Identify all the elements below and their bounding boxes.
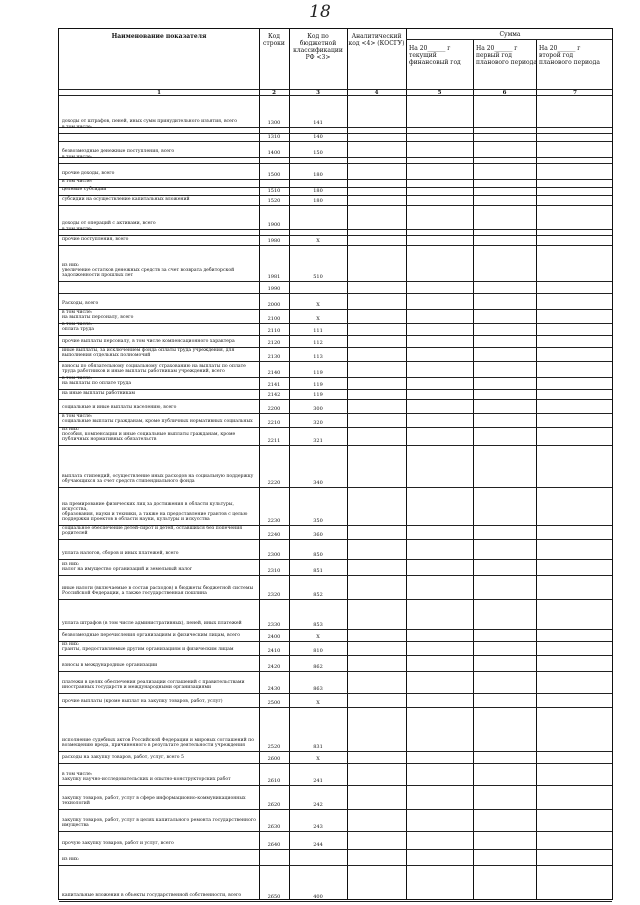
row-code: 2240: [267, 532, 281, 538]
row-line: [59, 831, 612, 832]
row-line: [59, 445, 612, 446]
row-budget-code: 112: [313, 340, 323, 346]
row-label: исполнение судебных актов Российской Федерации и мировых соглашений по возмещению вреда, причиненного в результате деятельности учреждения: [62, 738, 254, 748]
financial-table: [58, 28, 613, 900]
row-code: 2200: [267, 406, 281, 412]
colnum-4: 4: [374, 90, 379, 96]
row-budget-code: 111: [313, 328, 323, 334]
row-label: из них: налог на имущество организаций и земельный налог: [62, 562, 193, 572]
row-code: 2230: [267, 518, 281, 524]
header-budget-code: Код по бюджетной классификации РФ <3>: [293, 33, 343, 61]
row-budget-code: 119: [313, 370, 323, 376]
row-budget-code: 180: [313, 172, 323, 178]
row-label: в том числе: закупку научно-исследовательских и опытно-конструкторских работ: [62, 772, 231, 782]
row-code: 2130: [267, 354, 281, 360]
row-code: 2310: [267, 568, 281, 574]
row-code: 1500: [267, 172, 281, 178]
row-label: взносы в международные организации: [62, 663, 158, 668]
row-budget-code: 853: [313, 622, 323, 628]
row-label: платежи в целях обеспечения реализации соглашений с правительствами иностранных государств и международными организациями: [62, 680, 245, 690]
row-label: закупку товаров, работ, услуг в целях капитального ремонта государственного имущества: [62, 818, 256, 828]
row-label: доходы от операций с активами, всего: [62, 221, 156, 226]
row-budget-code: 241: [313, 778, 323, 784]
row-budget-code: 851: [313, 568, 323, 574]
row-label: доходы от штрафов, пеней, иных сумм принудительного изъятия, всего: [62, 119, 237, 124]
row-label: прочие выплаты (кроме выплат на закупку товаров, работ, услуг): [62, 699, 223, 704]
row-label: социальное обеспечение детей-сирот и детей, оставшихся без попечения родителей: [62, 526, 243, 536]
row-budget-code: X: [316, 238, 320, 244]
row-label: в том числе: на выплаты персоналу, всего: [62, 310, 134, 320]
row-code: 1900: [267, 222, 281, 228]
row-code: 1980: [267, 238, 281, 244]
header-sum: Сумма: [499, 31, 521, 38]
row-code: 2210: [267, 420, 281, 426]
row-label: прочую закупку товаров, работ и услуг, всего: [62, 841, 174, 846]
row-line: [59, 281, 612, 282]
row-label: безвозмездные перечисления организациям и физическим лицам, всего: [62, 633, 241, 638]
row-code: 1400: [267, 150, 281, 156]
row-code: 2300: [267, 552, 281, 558]
header-analytic-code: Аналитический код <4> (КОСГУ): [348, 33, 405, 47]
row-code: 1981: [267, 274, 281, 280]
row-budget-code: 321: [313, 438, 323, 444]
row-budget-code: 300: [313, 406, 323, 412]
row-line: [59, 205, 612, 206]
row-budget-code: 350: [313, 518, 323, 524]
row-line: [59, 539, 612, 540]
row-budget-code: 862: [313, 664, 323, 670]
header-year-second: На 20______ г второй год планового периода: [539, 45, 600, 66]
row-label: из них: увеличение остатков денежных средств за счет возврата дебиторской задолженности прошлых лет: [62, 263, 235, 278]
row-budget-code: 320: [313, 420, 323, 426]
row-label: в том числе:: [62, 227, 93, 232]
row-code: 1520: [267, 198, 281, 204]
row-budget-code: X: [316, 756, 320, 762]
row-budget-code: X: [316, 700, 320, 706]
row-label: уплата штрафов (в том числе административных), пеней, иных платежей: [62, 621, 242, 626]
row-code: 2520: [267, 744, 281, 750]
row-budget-code: X: [316, 634, 320, 640]
row-code: 1300: [267, 120, 281, 126]
row-line: [59, 335, 612, 336]
row-label: расходы на закупку товаров, работ, услуг, всего 5: [62, 755, 184, 760]
row-line: [59, 629, 612, 630]
header-year-first: На 20______ г первый год планового периода: [476, 45, 537, 66]
row-budget-code: 180: [313, 188, 323, 194]
row-label: в том числе:: [62, 155, 93, 160]
row-line: [59, 195, 612, 196]
row-budget-code: 243: [313, 824, 323, 830]
row-code: 2500: [267, 700, 281, 706]
row-line: [59, 763, 612, 764]
row-line: [59, 751, 612, 752]
row-budget-code: X: [316, 302, 320, 308]
row-line: [59, 235, 612, 236]
colnum-6: 6: [502, 90, 507, 96]
row-line: [59, 487, 612, 488]
row-label: в том числе:: [62, 125, 93, 130]
colnum-5: 5: [437, 90, 442, 96]
row-label: безвозмездные денежные поступления, всего: [62, 149, 175, 154]
row-label: на иные выплаты работникам: [62, 391, 135, 396]
row-label: прочие выплаты персоналу, в том числе компенсационного характера: [62, 339, 235, 344]
row-code: 2420: [267, 664, 281, 670]
row-label: взносы по обязательному социальному страхованию на выплаты по оплате труда работников и иные выплаты работникам учреждений, всего: [62, 364, 246, 374]
row-label: Расходы, всего: [62, 301, 99, 306]
row-code: 2220: [267, 480, 281, 486]
row-code: 2610: [267, 778, 281, 784]
row-line: [59, 671, 612, 672]
colnum-3: 3: [316, 90, 320, 96]
row-budget-code: 400: [313, 894, 323, 900]
row-line: [59, 399, 612, 400]
row-code: 2100: [267, 316, 281, 322]
row-line: [59, 901, 612, 902]
row-line: [59, 693, 612, 694]
row-label: капитальные вложения в объекты государственной собственности, всего: [62, 893, 242, 898]
row-line: [59, 865, 612, 866]
header-year-current: На 20______ г текущий финансовый год: [409, 45, 461, 66]
row-budget-code: 863: [313, 686, 323, 692]
header-sum-line: [406, 39, 612, 40]
row-budget-code: 119: [313, 392, 323, 398]
row-label: в том числе: оплата труда: [62, 322, 94, 332]
row-code: 2142: [267, 392, 281, 398]
row-budget-code: 831: [313, 744, 323, 750]
row-label: на премирование физических лиц за достижения в области культуры, искусства, образования, науки и техники, а также на предоставление грантов с целью поддержки проектов в области науки, культуры и искусства: [62, 502, 248, 522]
row-line: [59, 163, 612, 164]
row-line: [59, 141, 612, 142]
row-code: 1510: [267, 188, 281, 194]
row-line: [59, 361, 612, 362]
row-budget-code: 340: [313, 480, 323, 486]
row-budget-code: 850: [313, 552, 323, 558]
row-code: 2630: [267, 824, 281, 830]
row-label: прочие поступления, всего: [62, 237, 129, 242]
row-line: [59, 785, 612, 786]
row-code: 2120: [267, 340, 281, 346]
row-code: 2211: [267, 438, 281, 444]
row-line: [59, 389, 612, 390]
col-divider: [473, 39, 474, 899]
row-code: 1990: [267, 286, 281, 292]
col-divider: [406, 29, 407, 899]
row-line: [59, 809, 612, 810]
row-label: из них: пособия, компенсации и иные социальные выплаты гражданам, кроме публичных нормативных обязательств: [62, 427, 236, 442]
row-budget-code: 360: [313, 532, 323, 538]
row-label: выплата стипендий, осуществление иных расходов на социальную поддержку обучающихся за счет средств стипендиального фонда: [62, 474, 254, 484]
row-budget-code: 141: [313, 120, 323, 126]
row-line: [59, 575, 612, 576]
row-code: 2640: [267, 842, 281, 848]
row-line: [59, 559, 612, 560]
row-budget-code: 242: [313, 802, 323, 808]
row-budget-code: 140: [313, 134, 323, 140]
colnum-7: 7: [573, 90, 577, 96]
row-code: 2430: [267, 686, 281, 692]
col-divider: [347, 29, 348, 899]
row-code: 1310: [267, 134, 281, 140]
row-budget-code: 119: [313, 382, 323, 388]
row-label: в том числе: социальные выплаты гражданам, кроме публичных нормативных социальных: [62, 414, 253, 424]
row-label: закупку товаров, работ, услуг в сфере информационно-коммуникационных технологий: [62, 796, 246, 806]
row-budget-code: 852: [313, 592, 323, 598]
row-label: иные налоги (включаемые в состав расходов) в бюджеты бюджетной системы Российской Федерации, а также государственная пошлина: [62, 586, 254, 596]
row-label: целевые субсидии: [62, 187, 107, 192]
row-budget-code: 244: [313, 842, 323, 848]
row-label: в том числе: на выплаты по оплате труда: [62, 376, 132, 386]
row-code: 2620: [267, 802, 281, 808]
row-line: [59, 599, 612, 600]
row-label: уплата налогов, сборов и иных платежей, всего: [62, 551, 179, 556]
row-label: из них: гранты, предоставляемые другим организациям и физическим лицам: [62, 642, 234, 652]
header-code: Код строки: [263, 33, 285, 47]
row-label: субсидии на осуществление капитальных вложений: [62, 197, 190, 202]
col-divider: [536, 39, 537, 899]
row-code: 2600: [267, 756, 281, 762]
row-code: 2410: [267, 648, 281, 654]
row-label: прочие доходы, всего: [62, 171, 115, 176]
header-name: Наименование показателя: [111, 33, 207, 40]
row-label: в том числе:: [62, 179, 93, 184]
row-budget-code: 510: [313, 274, 323, 280]
row-code: 2140: [267, 370, 281, 376]
row-label: иные выплаты, за исключением фонда оплаты труда учреждения, для выполнения отдельных полномочий: [62, 348, 235, 358]
row-line: [59, 849, 612, 850]
row-code: 2400: [267, 634, 281, 640]
row-budget-code: 810: [313, 648, 323, 654]
row-code: 2000: [267, 302, 281, 308]
row-line: [59, 707, 612, 708]
row-code: 2650: [267, 894, 281, 900]
row-code: 2320: [267, 592, 281, 598]
row-line: [59, 655, 612, 656]
row-budget-code: X: [316, 316, 320, 322]
row-budget-code: 180: [313, 198, 323, 204]
row-code: 2330: [267, 622, 281, 628]
row-line: [59, 245, 612, 246]
col-divider: [289, 29, 290, 899]
col-divider: [259, 29, 260, 899]
colnum-1: 1: [157, 90, 161, 96]
row-label: социальные и иные выплаты населению, всего: [62, 405, 177, 410]
row-code: 2141: [267, 382, 281, 388]
row-label: из них:: [62, 857, 80, 862]
row-line: [59, 293, 612, 294]
row-code: 2110: [267, 328, 281, 334]
row-budget-code: 113: [313, 354, 323, 360]
colnum-2: 2: [272, 90, 276, 96]
page-number: 18: [309, 2, 331, 22]
row-budget-code: 150: [313, 150, 323, 156]
